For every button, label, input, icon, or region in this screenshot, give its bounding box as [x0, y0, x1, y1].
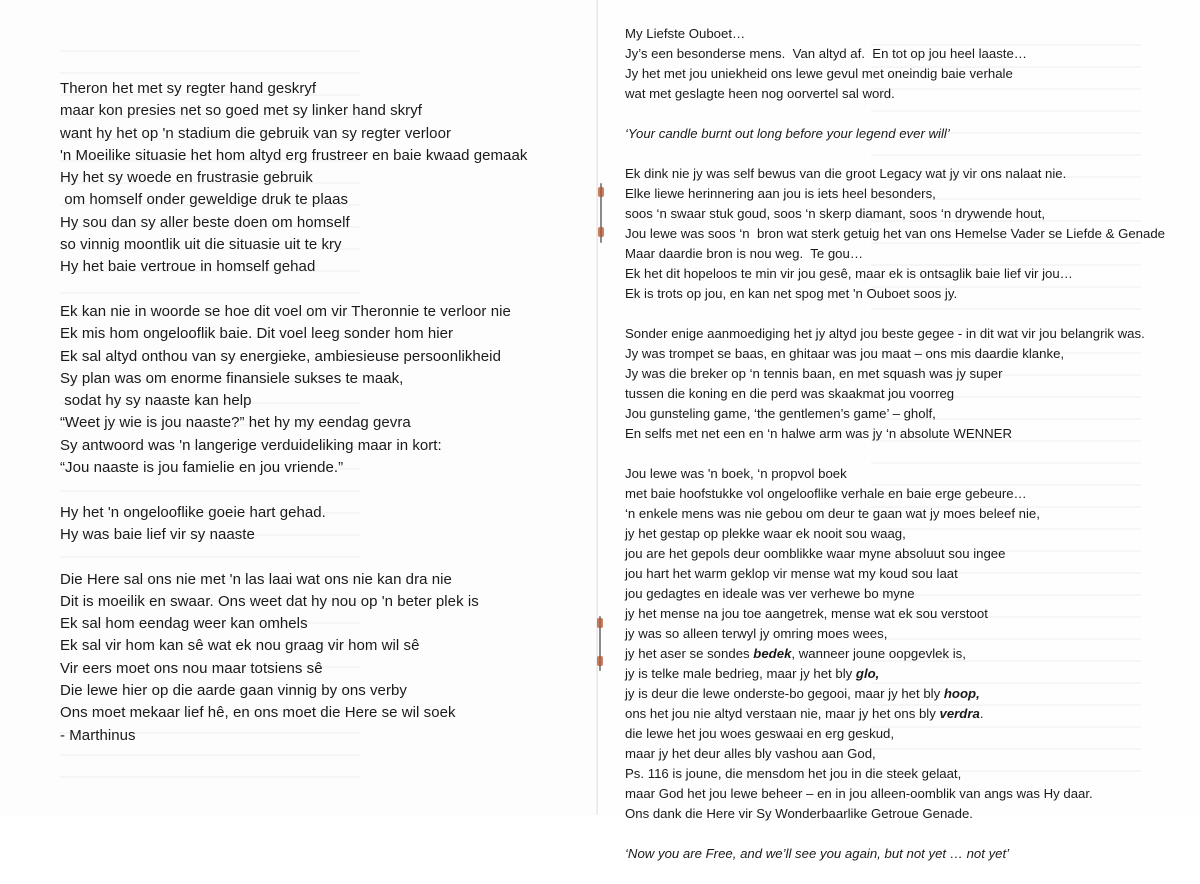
- poem-line: Maar daardie bron is nou weg. Te gou…: [625, 246, 864, 261]
- right-page: [598, 0, 1200, 861]
- right-stanza-1: [625, 24, 1197, 104]
- line-text: jy is deur die lewe onderste-bo gegooi, maar jy het bly: [625, 686, 944, 701]
- poem-line: Vir eers moet ons nou maar totsiens sê: [60, 659, 323, 677]
- poem-line: jou are het gepols deur oomblikke waar myne absoluut sou ingee: [625, 546, 1006, 561]
- poem-line: Ek sal hom eendag weer kan omhels: [60, 615, 308, 633]
- poem-line: ‘n enkele mens was nie gebou om deur te gaan wat jy moes beleef nie,: [625, 506, 1040, 521]
- line-text: .: [979, 706, 984, 721]
- poem-line: Theron het met sy regter hand geskryf: [60, 80, 317, 97]
- poem-author: - Marthinus: [60, 726, 136, 744]
- left-poem: [60, 78, 590, 769]
- poem-line: Jou gunsteling game, ‘the gentlemen’s game’ – gholf,: [625, 406, 936, 421]
- poem-line: “Jou naaste is jou famielie en jou vriende.”: [60, 459, 344, 477]
- line-text: jy is telke male bedrieg, maar jy het bly: [625, 666, 856, 681]
- left-stanza-2: [60, 301, 590, 479]
- poem-line: Jy het met jou uniekheid ons lewe gevul met oneindig baie verhale: [625, 66, 1013, 81]
- poem-line: Jy was die breker op ‘n tennis baan, en met squash was jy super: [625, 366, 1003, 381]
- emphasis-word: hoop,: [943, 686, 980, 701]
- staple-icon: [597, 616, 603, 671]
- poem-line: maar kon presies net so goed met sy linker hand skryf: [60, 102, 422, 120]
- poem-line: Jou lewe was 'n boek, ‘n propvol boek: [625, 466, 847, 481]
- emphasis-word: bedek: [753, 646, 792, 661]
- right-poem: [625, 24, 1197, 884]
- poem-line: jou gedagtes en ideale was ver verhewe bo myne: [625, 586, 915, 601]
- staple-rust: [597, 656, 603, 666]
- left-stanza-1: [60, 78, 590, 279]
- emphasis-word: glo,: [855, 666, 880, 681]
- poem-line: met baie hoofstukke vol ongelooflike verhale en baie erge gebeure…: [625, 486, 1027, 501]
- poem-line: jou hart het warm geklop vir mense wat my koud sou laat: [625, 566, 958, 581]
- right-stanza-4: [625, 464, 1197, 824]
- poem-line: jy was so alleen terwyl jy omring moes wees,: [625, 626, 888, 641]
- quote-line: ‘Now you are Free, and we’ll see you again, but not yet … not yet’: [625, 846, 1010, 861]
- left-page: [0, 0, 598, 815]
- poem-line: om homself onder geweldige druk te plaas: [60, 191, 349, 209]
- poem-line: Hy het baie vertroue in homself gehad: [60, 258, 316, 276]
- poem-line: maar God het jou lewe beheer – en in jou alleen-oomblik van angs was Hy daar.: [625, 786, 1093, 801]
- poem-line: Ons dank die Here vir Sy Wonderbaarlike Getroue Genade.: [625, 806, 973, 821]
- poem-line: Elke liewe herinnering aan jou is iets heel besonders,: [625, 186, 936, 201]
- poem-line-bedek: [625, 644, 1197, 664]
- poem-line: My Liefste Ouboet…: [625, 26, 746, 41]
- poem-line: Jy’s een besonderse mens. Van altyd af. En tot op jou heel laaste…: [625, 46, 1027, 61]
- poem-line: Ons moet mekaar lief hê, en ons moet die Here se wil soek: [60, 704, 456, 722]
- staple-rust: [598, 187, 604, 197]
- poem-line: want hy het op 'n stadium die gebruik van sy regter verloor: [60, 124, 452, 142]
- right-quote-2-block: [625, 844, 1197, 864]
- poem-line: jy het gestap op plekke waar ek nooit sou waag,: [625, 526, 906, 541]
- poem-line: Jy was trompet se baas, en ghitaar was jou maat – ons mis daardie klanke,: [625, 346, 1065, 361]
- poem-line: Dit is moeilik en swaar. Ons weet dat hy nou op 'n beter plek is: [60, 592, 479, 610]
- poem-line: maar jy het deur alles bly vashou aan God,: [625, 746, 876, 761]
- staple-icon: [598, 183, 604, 243]
- poem-line: Hy sou dan sy aller beste doen om homself: [60, 213, 350, 231]
- poem-line: Ek dink nie jy was self bewus van die groot Legacy wat jy vir ons nalaat nie.: [625, 166, 1067, 181]
- emphasis-word: verdra: [939, 706, 980, 721]
- poem-line: Ek sal vir hom kan sê wat ek nou graag vir hom wil sê: [60, 637, 420, 655]
- poem-line: Die lewe hier op die aarde gaan vinnig by ons verby: [60, 682, 407, 700]
- right-stanza-3: [625, 324, 1197, 444]
- staple-rust: [598, 227, 604, 237]
- poem-line: Sy plan was om enorme finansiele sukses te maak,: [60, 369, 404, 387]
- quote-line: ‘Your candle burnt out long before your legend ever will’: [625, 126, 950, 141]
- poem-line: wat met geslagte heen nog oorvertel sal word.: [625, 86, 895, 101]
- poem-line: Ps. 116 is joune, die mensdom het jou in die steek gelaat,: [625, 766, 962, 781]
- line-text: , wanneer joune oopgevlek is,: [791, 646, 966, 661]
- poem-line: die lewe het jou woes geswaai en erg geskud,: [625, 726, 895, 741]
- poem-line: Hy het sy woede en frustrasie gebruik: [60, 169, 313, 187]
- poem-line: Sy antwoord was 'n langerige verduideliking maar in kort:: [60, 436, 442, 454]
- poem-line: soos ‘n swaar stuk goud, soos ‘n skerp diamant, soos ‘n drywende hout,: [625, 206, 1046, 221]
- right-quote-1-block: [625, 124, 1197, 144]
- poem-line: Ek kan nie in woorde se hoe dit voel om vir Theronnie te verloor nie: [60, 302, 511, 320]
- right-stanza-2: [625, 164, 1197, 304]
- left-stanza-4: [60, 569, 590, 747]
- poem-line: Hy was baie lief vir sy naaste: [60, 525, 255, 543]
- poem-line: Hy het 'n ongelooflike goeie hart gehad.: [60, 503, 326, 521]
- left-stanza-3: [60, 502, 590, 547]
- poem-line: so vinnig moontlik uit die situasie uit te kry: [60, 236, 342, 254]
- poem-line: En selfs met net een en ‘n halwe arm was jy ‘n absolute WENNER: [625, 426, 1013, 441]
- poem-line: Ek het dit hopeloos te min vir jou gesê, maar ek is ontsaglik baie lief vir jou…: [625, 266, 1073, 281]
- poem-line: tussen die koning en die perd was skaakmat jou voorreg: [625, 386, 955, 401]
- line-text: jy het aser se sondes: [625, 646, 754, 661]
- poem-line: Ek sal altyd onthou van sy energieke, ambiesieuse persoonlikheid: [60, 347, 501, 365]
- poem-line: Jou lewe was soos ‘n bron wat sterk getuig het van ons Hemelse Vader se Liefde & Genade: [625, 226, 1166, 241]
- poem-line-hoop: [625, 684, 1197, 704]
- poem-line: jy het mense na jou toe aangetrek, mense wat ek sou verstoot: [625, 606, 988, 621]
- poem-line-glo: [625, 664, 1197, 684]
- poem-line-verdra: [625, 704, 1197, 724]
- poem-line: sodat hy sy naaste kan help: [60, 392, 252, 410]
- staple-rust: [597, 618, 603, 628]
- poem-line: 'n Moeilike situasie het hom altyd erg frustreer en baie kwaad gemaak: [60, 146, 528, 164]
- poem-line: Ek mis hom ongelooflik baie. Dit voel leeg sonder hom hier: [60, 325, 454, 343]
- poem-line: Sonder enige aanmoediging het jy altyd jou beste gegee - in dit wat vir jou belangrik was.: [625, 326, 1145, 341]
- line-text: ons het jou nie altyd verstaan nie, maar jy het ons bly: [625, 706, 940, 721]
- poem-line: “Weet jy wie is jou naaste?” het hy my eendag gevra: [60, 414, 411, 432]
- poem-line: Ek is trots op jou, en kan net spog met 'n Ouboet soos jy.: [625, 286, 958, 301]
- poem-line: Die Here sal ons nie met 'n las laai wat ons nie kan dra nie: [60, 570, 452, 588]
